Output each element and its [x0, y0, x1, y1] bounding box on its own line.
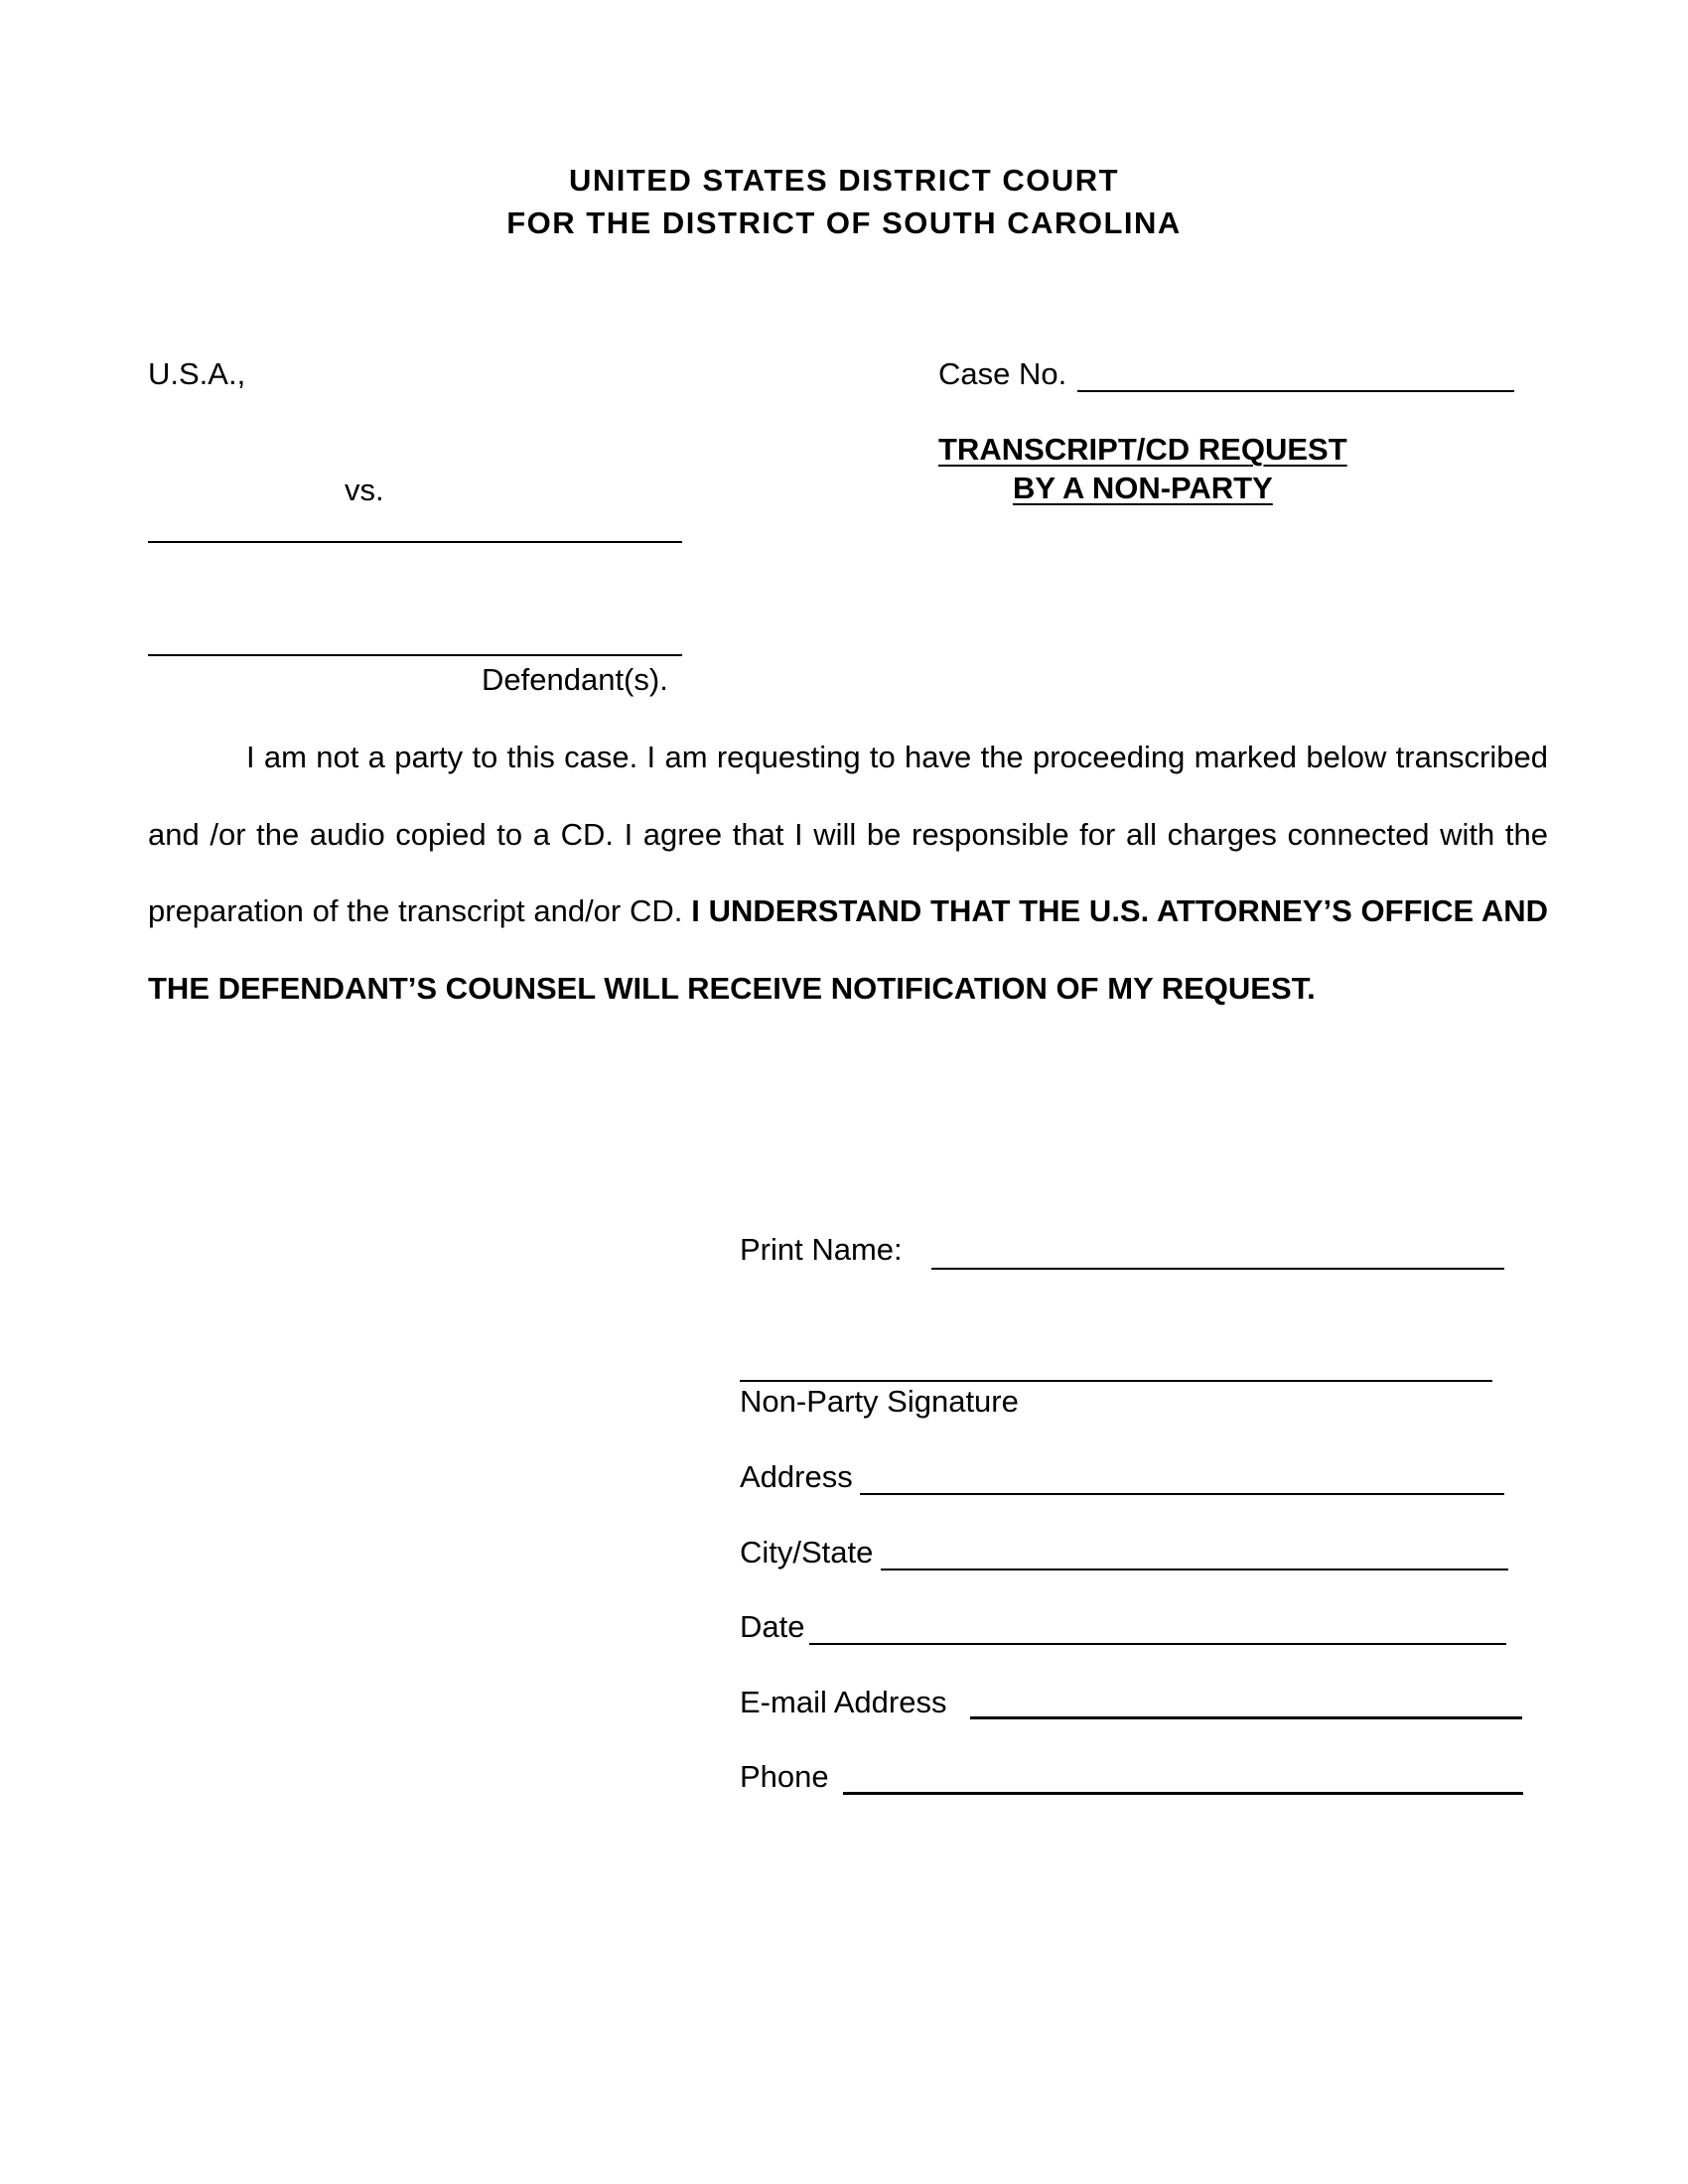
defendant-line-2[interactable]: [148, 654, 682, 656]
defendant-line-1[interactable]: [148, 541, 682, 543]
case-number-field[interactable]: [1077, 355, 1514, 393]
phone-label: Phone: [740, 1759, 829, 1794]
print-name-input[interactable]: [931, 1268, 1504, 1270]
email-input[interactable]: [970, 1716, 1522, 1719]
versus-label: vs.: [345, 473, 384, 507]
plaintiff-name: U.S.A.,: [148, 356, 246, 391]
city-state-label: City/State: [740, 1535, 874, 1570]
case-number-label: Case No.: [938, 356, 1067, 391]
case-number-line: [1077, 390, 1514, 392]
document-title-line2: BY A NON-PARTY: [1013, 471, 1273, 505]
court-name: UNITED STATES DISTRICT COURT: [568, 163, 1120, 198]
signature-line[interactable]: [740, 1380, 1492, 1382]
email-label: E-mail Address: [740, 1685, 947, 1719]
print-name-label: Print Name:: [740, 1232, 903, 1267]
signature-label: Non-Party Signature: [740, 1384, 1019, 1419]
notification-notice: I UNDERSTAND THAT THE U.S. ATTORNEY’S OFFICE AND THE DEFENDANT’S COUNSEL WILL RECEIVE NOTIFICATION OF MY REQUEST.: [148, 893, 1548, 1006]
address-label: Address: [740, 1459, 853, 1494]
document-title-line1: TRANSCRIPT/CD REQUEST: [938, 432, 1347, 467]
date-input[interactable]: [809, 1643, 1506, 1645]
date-label: Date: [740, 1609, 805, 1644]
city-state-input[interactable]: [881, 1569, 1508, 1570]
address-input[interactable]: [860, 1493, 1504, 1495]
phone-input[interactable]: [843, 1792, 1523, 1795]
request-statement-text: I am not a party to this case. I am requesting to have the proceeding marked below transcribed and /or the audio copied to a CD. I agree that I will be responsible for all charges connected with the preparation of the transcript and/or CD.: [148, 740, 1548, 928]
defendant-label: Defendant(s).: [482, 662, 668, 697]
court-district: FOR THE DISTRICT OF SOUTH CAROLINA: [506, 205, 1182, 240]
request-statement: [148, 719, 1548, 1026]
